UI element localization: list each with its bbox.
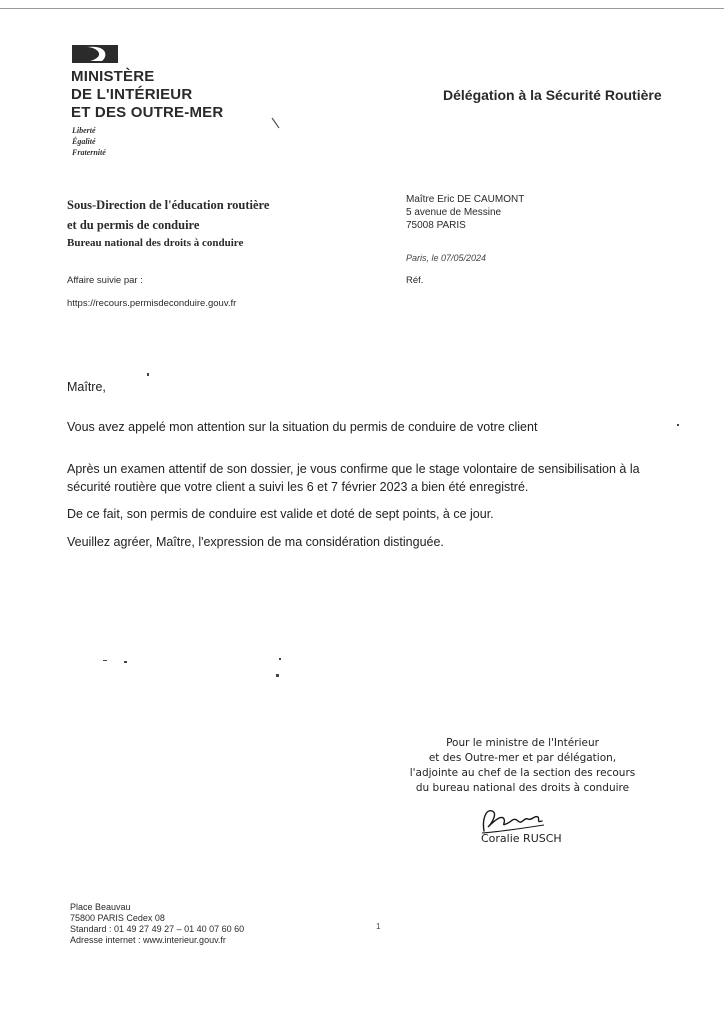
recipient-address bbox=[406, 193, 524, 232]
scan-speck bbox=[124, 661, 127, 663]
footer-address-line-1: Place Beauvau bbox=[70, 902, 131, 912]
recipient-street: 5 avenue de Messine bbox=[406, 207, 502, 218]
motto-liberte: Liberté bbox=[72, 126, 96, 135]
salutation: Maître, bbox=[67, 380, 106, 394]
paragraph-3: De ce fait, son permis de conduire est valide et doté de sept points, à ce jour. bbox=[67, 507, 494, 521]
bureau-name: Bureau national des droits à conduire bbox=[67, 237, 244, 249]
scan-speck bbox=[103, 660, 107, 661]
scan-speck bbox=[279, 658, 281, 660]
page-number: 1 bbox=[376, 922, 381, 931]
marianne-logo-icon bbox=[72, 45, 118, 63]
recipient-name: Maître Eric DE CAUMONT bbox=[406, 194, 525, 205]
motto-fraternite: Fraternité bbox=[72, 148, 106, 157]
scan-speck bbox=[677, 424, 679, 426]
footer-website: Adresse internet : www.interieur.gouv.fr bbox=[70, 935, 226, 945]
scan-mark bbox=[270, 116, 282, 130]
closing-formula: Veuillez agréer, Maître, l'expression de ma considération distinguée. bbox=[67, 535, 444, 549]
signature-delegation-block bbox=[380, 736, 665, 796]
ministry-line-3: ET DES OUTRE-MER bbox=[71, 104, 224, 121]
subdirection-line-2: et du permis de conduire bbox=[67, 218, 200, 232]
footer-address bbox=[70, 902, 244, 946]
ministry-line-1: MINISTÈRE bbox=[71, 68, 155, 85]
reference-label: Réf. bbox=[406, 275, 424, 286]
ministry-line-2: DE L'INTÉRIEUR bbox=[71, 86, 193, 103]
sender-block bbox=[67, 195, 269, 251]
subdirection-line-1: Sous-Direction de l'éducation routière bbox=[67, 198, 270, 212]
signature-line-4: du bureau national des droits à conduire bbox=[415, 782, 630, 794]
recours-website: https://recours.permisdeconduire.gouv.fr bbox=[67, 298, 237, 309]
scan-speck bbox=[276, 674, 279, 677]
signature-line-1: Pour le ministre de l'Intérieur bbox=[446, 737, 599, 749]
signature-line-2: et des Outre-mer et par délégation, bbox=[428, 752, 617, 764]
republic-motto bbox=[72, 125, 106, 158]
paragraph-1: Vous avez appelé mon attention sur la situation du permis de conduire de votre client bbox=[67, 420, 538, 434]
delegation-title: Délégation à la Sécurité Routière bbox=[443, 87, 662, 103]
motto-egalite: Égalité bbox=[72, 137, 96, 146]
footer-address-line-2: 75800 PARIS Cedex 08 bbox=[70, 913, 165, 923]
paragraph-2: Après un examen attentif de son dossier, je vous confirme que le stage volontaire de sensibilisation à la sécurité routière que votre client a suivi les 6 et 7 février 2023 a bien été enregistré. bbox=[67, 462, 640, 494]
signer-name: Coralie RUSCH bbox=[481, 832, 562, 845]
followed-by-label: Affaire suivie par : bbox=[67, 275, 143, 286]
scan-top-edge bbox=[0, 8, 724, 9]
letter-date: Paris, le 07/05/2024 bbox=[406, 253, 487, 263]
scan-speck bbox=[147, 373, 149, 376]
ministry-title bbox=[71, 68, 223, 122]
recipient-city: 75008 PARIS bbox=[406, 220, 466, 231]
signature-line-3: l'adjointe au chef de la section des recours bbox=[409, 767, 636, 779]
footer-phone: Standard : 01 49 27 49 27 – 01 40 07 60 60 bbox=[70, 924, 245, 934]
